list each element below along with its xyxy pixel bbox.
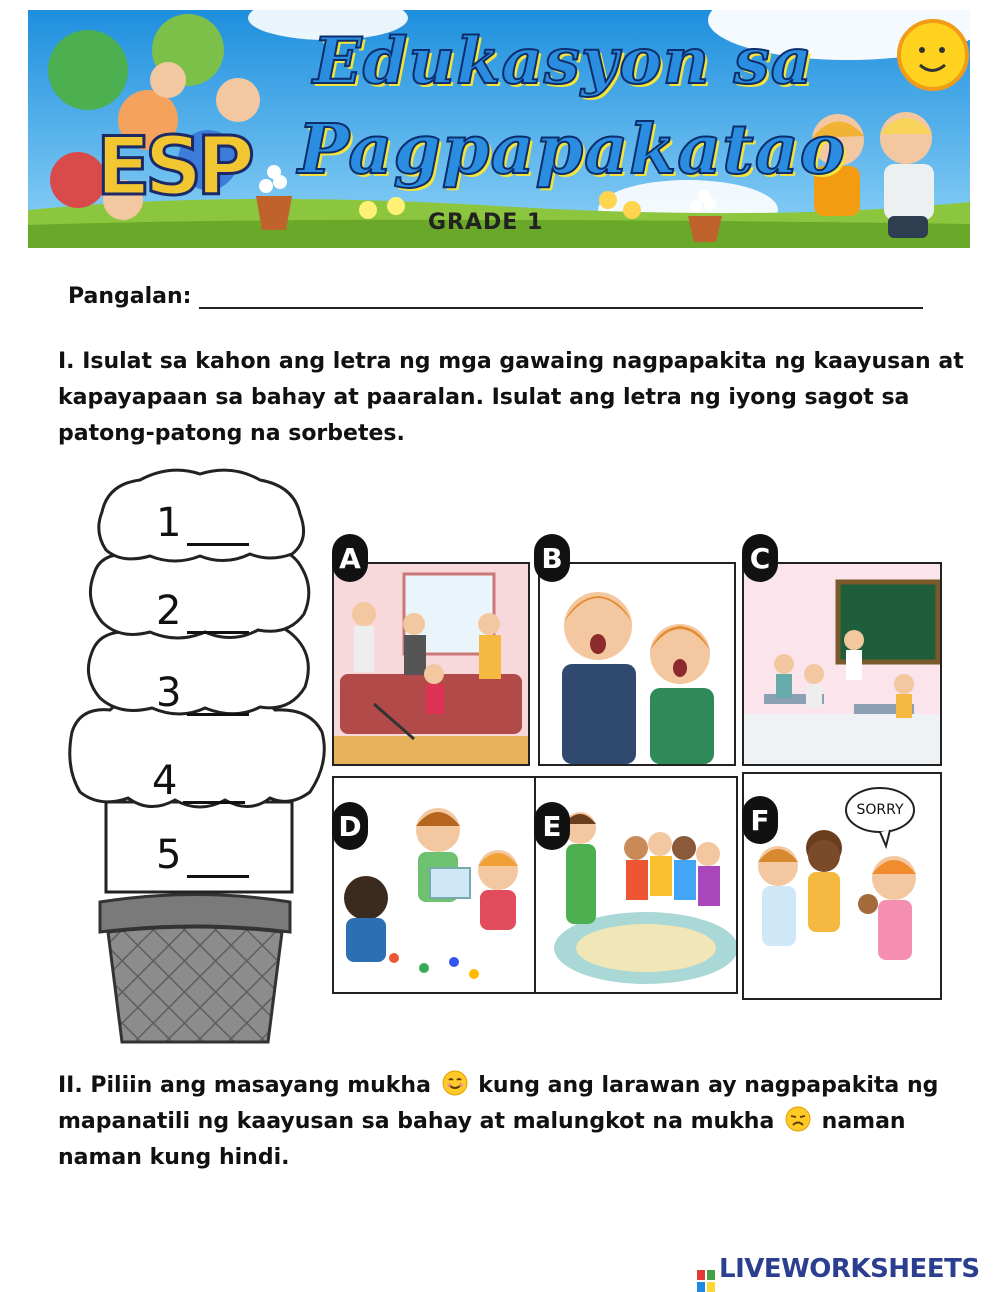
sorry-speech-text: SORRY xyxy=(856,802,904,818)
answer-blank[interactable] xyxy=(183,797,245,804)
ice-cream-illustration xyxy=(60,462,330,1052)
instruction-2-text-a: II. Piliin ang masayang mukha xyxy=(58,1073,431,1098)
banner-title-line2: Pagpapakatao xyxy=(298,110,847,190)
scoop-number: 2 xyxy=(156,588,182,634)
instruction-part-1: I. Isulat sa kahon ang letra ng mga gawaing nagpapakita ng kaayusan at kapayapaan sa bahay at paaralan. Isulat ang letra ng iyong sagot sa patong-patong na sorbetes. xyxy=(58,349,964,446)
sun-icon xyxy=(899,21,967,89)
smiling-face-icon xyxy=(442,1070,468,1096)
instruction-part-2 xyxy=(58,1068,988,1176)
scoop-number: 4 xyxy=(152,758,178,804)
scoop-number: 3 xyxy=(156,670,182,716)
name-field xyxy=(68,284,923,309)
ice-cream-answer-stack xyxy=(60,462,330,1052)
cone-body xyxy=(108,927,282,1042)
header-banner xyxy=(28,10,970,248)
sad-face-icon xyxy=(785,1106,811,1132)
card-letter-badge: B xyxy=(534,534,570,582)
card-letter-badge: A xyxy=(332,534,368,582)
boys-arguing-illustration xyxy=(540,564,734,764)
answer-blank[interactable] xyxy=(187,539,249,546)
picture-card-b xyxy=(538,562,736,766)
card-letter-badge: F xyxy=(742,796,778,844)
answer-slot-1[interactable] xyxy=(156,500,249,546)
scoop-number: 5 xyxy=(156,832,182,878)
esp-logo: ESP xyxy=(96,120,249,213)
classroom-illustration xyxy=(744,564,940,764)
scoop-number: 1 xyxy=(156,500,182,546)
answer-slot-2[interactable] xyxy=(156,588,249,634)
liveworksheets-cube-icon xyxy=(697,1270,715,1292)
answer-blank[interactable] xyxy=(187,627,249,634)
name-label: Pangalan: xyxy=(68,284,192,309)
answer-slot-5[interactable] xyxy=(156,832,249,878)
picture-card-c xyxy=(742,562,942,766)
picture-card-a xyxy=(332,562,530,766)
family-cleaning-illustration xyxy=(334,564,528,764)
banner-title-line1: Edukasyon sa xyxy=(313,24,814,99)
answer-blank[interactable] xyxy=(187,871,249,878)
answer-slot-4[interactable] xyxy=(152,758,245,804)
answer-slot-3[interactable] xyxy=(156,670,249,716)
name-input-line[interactable] xyxy=(199,285,923,309)
card-letter-badge: E xyxy=(534,802,570,850)
answer-blank[interactable] xyxy=(187,709,249,716)
instruction-2-text-c: naman naman kung hindi. xyxy=(58,1109,906,1170)
brand-text: LIVEWORKSHEETS xyxy=(719,1254,980,1284)
instruction-2-text-b: kung ang larawan ay nagpapakita ng mapanatili ng kaayusan sa bahay at malungkot na mukha xyxy=(58,1073,939,1134)
card-letter-badge: D xyxy=(332,802,368,850)
card-letter-badge: C xyxy=(742,534,778,582)
liveworksheets-logo[interactable] xyxy=(697,1254,980,1292)
grade-label: GRADE 1 xyxy=(428,210,544,235)
